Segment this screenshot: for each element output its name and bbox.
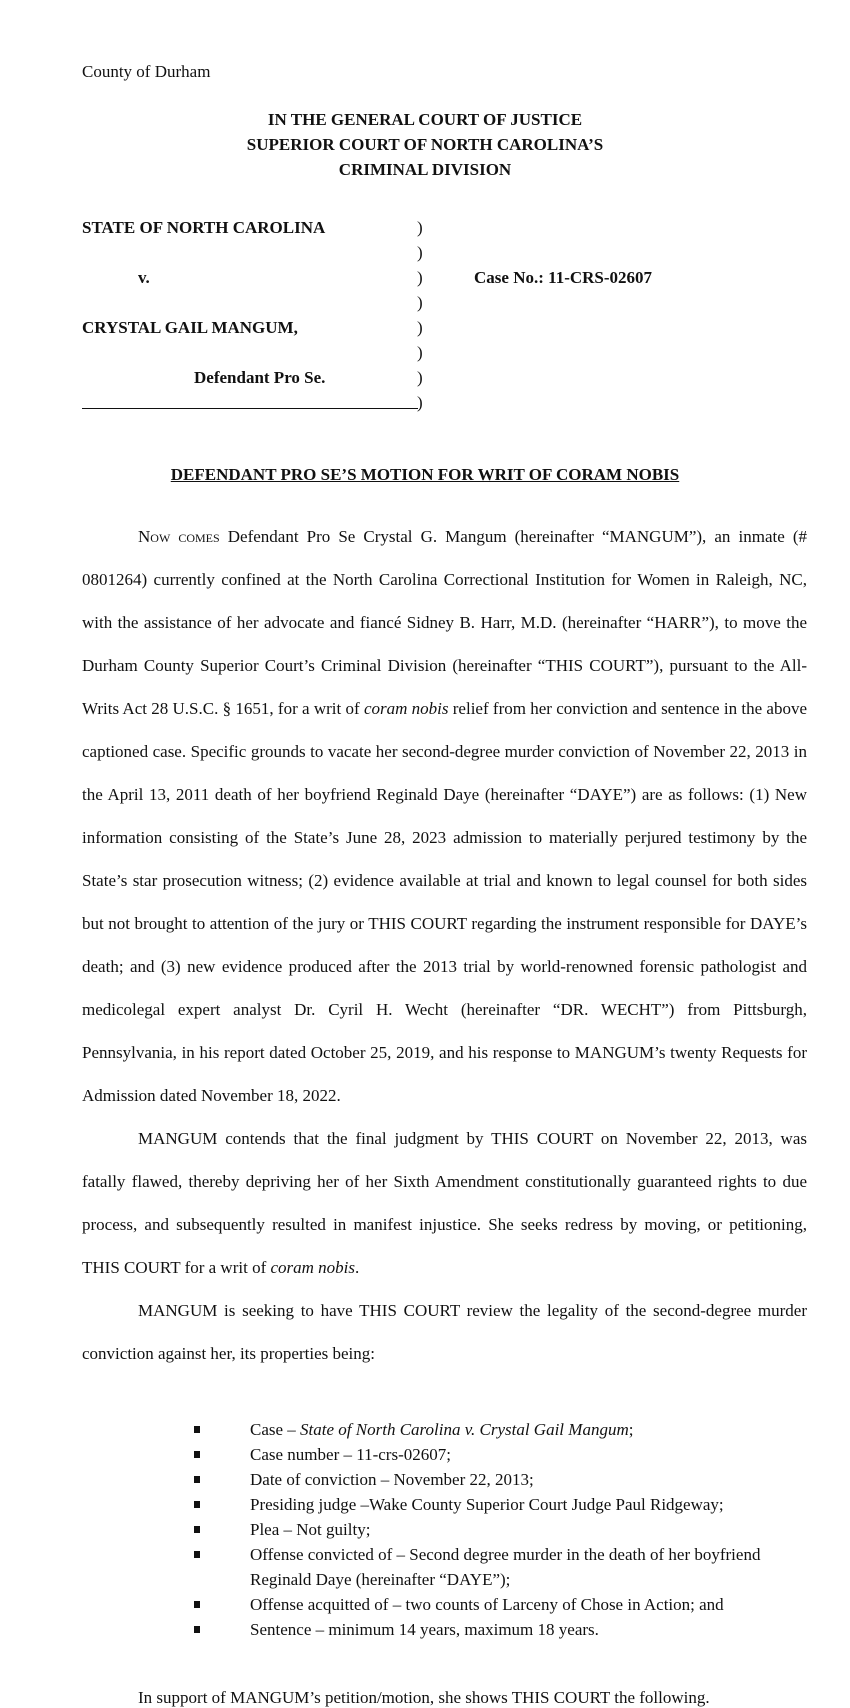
caption-paren: ) bbox=[417, 243, 423, 262]
paragraph-intro bbox=[82, 515, 807, 1117]
caption-paren: ) bbox=[417, 268, 423, 287]
case-caption-italic: State of North Carolina v. Crystal Gail Mangum bbox=[300, 1420, 629, 1439]
item-label: Presiding judge –Wake County Superior Court Judge Paul Ridgeway; bbox=[250, 1495, 724, 1514]
list-item bbox=[190, 1617, 810, 1642]
caption-versus: v. bbox=[138, 268, 150, 287]
paragraph-text: MANGUM is seeking to have THIS COURT review the legality of the second-degree murder conviction against her, its properties being: bbox=[82, 1301, 807, 1363]
county-line: County of Durham bbox=[82, 62, 211, 81]
item-label: Date of conviction – November 22, 2013; bbox=[250, 1470, 534, 1489]
item-label: Case – bbox=[250, 1420, 301, 1439]
list-item bbox=[190, 1492, 810, 1517]
paragraph-text: MANGUM contends that the final judgment by THIS COURT on November 22, 2013, was fatally flawed, thereby depriving her of her Sixth Amendment constitutionally guaranteed rights to due process, and subsequently resulted in manifest injustice. She seeks redress by moving, or petitioning, THIS COURT for a writ of bbox=[82, 1129, 807, 1277]
list-item bbox=[190, 1542, 810, 1592]
caption-paren: ) bbox=[417, 368, 423, 387]
caption-paren: ) bbox=[417, 293, 423, 312]
motion-title: DEFENDANT PRO SE’S MOTION FOR WRIT OF CORAM NOBIS bbox=[170, 465, 680, 484]
conviction-properties-list bbox=[190, 1417, 810, 1642]
paragraph-contention bbox=[82, 1117, 807, 1289]
caption-divider bbox=[82, 408, 418, 409]
square-bullet-icon bbox=[194, 1626, 200, 1633]
caption-paren: ) bbox=[417, 218, 423, 237]
motion-body bbox=[82, 515, 807, 1375]
item-label: Sentence – minimum 14 years, maximum 18 years. bbox=[250, 1620, 599, 1639]
list-item bbox=[190, 1592, 810, 1617]
caption-paren: ) bbox=[417, 343, 423, 362]
square-bullet-icon bbox=[194, 1451, 200, 1458]
square-bullet-icon bbox=[194, 1426, 200, 1433]
paragraph-text: . bbox=[355, 1258, 360, 1277]
court-heading-line: IN THE GENERAL COURT OF JUSTICE bbox=[267, 110, 583, 129]
court-heading bbox=[0, 107, 850, 182]
caption-spacer bbox=[82, 340, 422, 365]
item-rest: ; bbox=[628, 1420, 634, 1439]
caption-parentheses bbox=[417, 215, 423, 415]
paragraph-text: Defendant Pro Se Crystal G. Mangum (hereinafter “MANGUM”), an inmate (# 0801264) currently confined at the North Carolina Correctional Institution for Women in Raleigh, NC, with the assistance of her advocate and fiancé Sidney B. Harr, M.D. (hereinafter “HARR”), to move the Durham County Superior Court’s Criminal Division (hereinafter “THIS COURT”), pursuant to the All-Writs Act 28 U.S.C. § 1651, for a writ of bbox=[82, 527, 807, 718]
paragraph-text: relief from her conviction and sentence in the above captioned case. Specific grounds to vacate her second-degree murder conviction of November 22, 2013 in the April 13, 2011 death of her boyfriend Reginald Daye (hereinafter “DAYE”) are as follows: (1) New information consisting of the State’s June 28, 2023 admission to materially perjured testimony by the State’s star prosecution witness; (2) evidence available at trial and known to legal counsel for both sides but not brought to attention of the jury or THIS COURT regarding the instrument responsible for DAYE’s death; and (3) new evidence produced after the 2013 trial by world-renowned forensic pathologist and medicolegal expert analyst Dr. Cyril H. Wecht (hereinafter “DR. WECHT”) from Pittsburgh, Pennsylvania, in his report dated October 25, 2019, and his response to MANGUM’s twenty Requests for Admission dated November 18, 2022. bbox=[82, 699, 807, 1105]
caption-spacer bbox=[82, 290, 422, 315]
caption-paren: ) bbox=[417, 393, 423, 412]
square-bullet-icon bbox=[194, 1601, 200, 1608]
caption-defendant-role: Defendant Pro Se. bbox=[194, 368, 326, 387]
caption-paren: ) bbox=[417, 318, 423, 337]
list-item bbox=[190, 1517, 810, 1542]
caption-defendant: CRYSTAL GAIL MANGUM, bbox=[82, 318, 298, 337]
caption-spacer bbox=[82, 240, 422, 265]
lead-in: Now comes bbox=[138, 527, 220, 546]
list-item bbox=[190, 1442, 810, 1467]
square-bullet-icon bbox=[194, 1501, 200, 1508]
item-label: Offense acquitted of – two counts of Larceny of Chose in Action; and bbox=[250, 1595, 724, 1614]
case-number: Case No.: 11-CRS-02607 bbox=[474, 268, 653, 287]
square-bullet-icon bbox=[194, 1551, 200, 1558]
latin-term: coram nobis bbox=[363, 699, 449, 718]
item-label: Plea – Not guilty; bbox=[250, 1520, 371, 1539]
square-bullet-icon bbox=[194, 1526, 200, 1533]
item-label: Case number – 11-crs-02607; bbox=[250, 1445, 451, 1464]
list-item bbox=[190, 1417, 810, 1442]
caption-plaintiff: STATE OF NORTH CAROLINA bbox=[82, 218, 326, 237]
case-caption bbox=[82, 215, 422, 390]
list-item bbox=[190, 1467, 810, 1492]
paragraph-review bbox=[82, 1289, 807, 1375]
latin-term: coram nobis bbox=[270, 1258, 356, 1277]
item-label: Offense convicted of – Second degree murder in the death of her boyfriend Reginald Daye (hereinafter “DAYE”); bbox=[250, 1545, 761, 1589]
closing-statement: In support of MANGUM’s petition/motion, she shows THIS COURT the following. bbox=[138, 1688, 710, 1707]
court-heading-line: SUPERIOR COURT OF NORTH CAROLINA’S bbox=[246, 135, 604, 154]
court-heading-line: CRIMINAL DIVISION bbox=[338, 160, 512, 179]
square-bullet-icon bbox=[194, 1476, 200, 1483]
